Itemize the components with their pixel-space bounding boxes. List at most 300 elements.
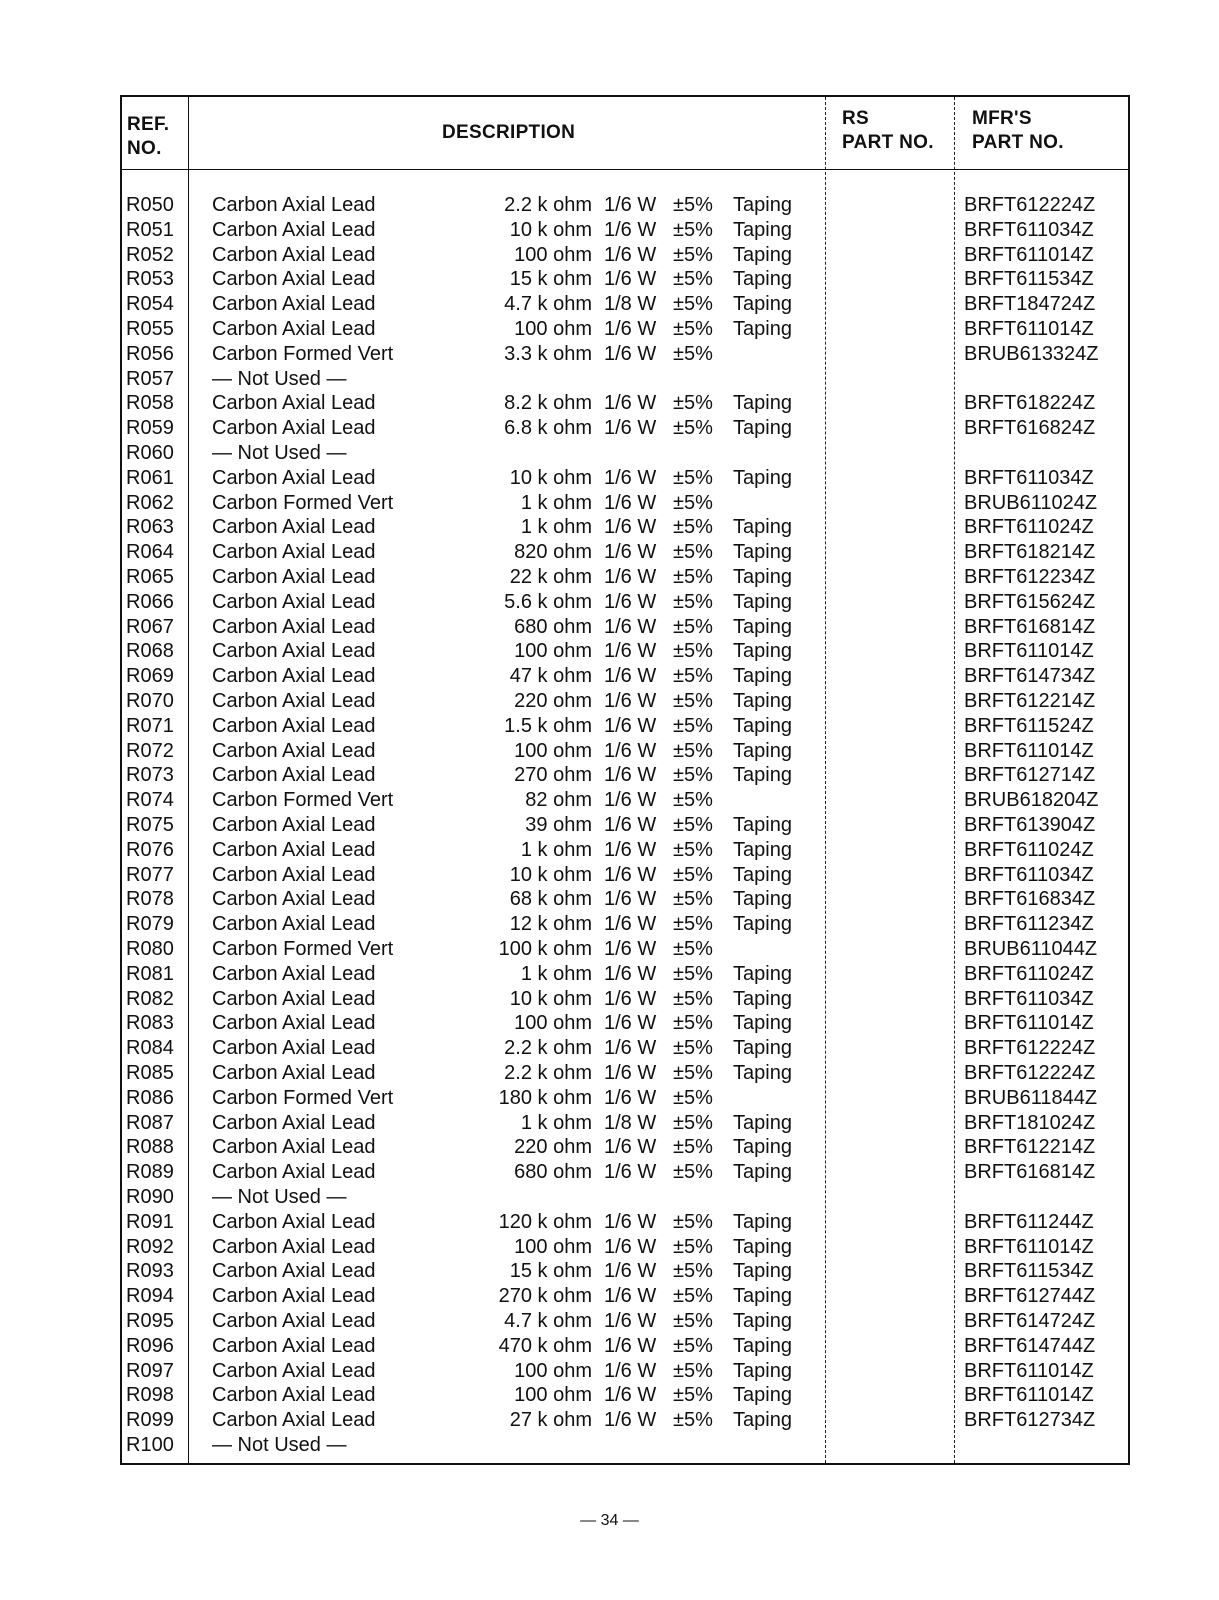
cell-tol: ±5%	[673, 1285, 713, 1308]
cell-watt: 1/6 W	[604, 318, 657, 340]
cell-watt: 1/6 W	[604, 1086, 657, 1109]
cell-desc: Carbon Axial Lead	[212, 1062, 376, 1084]
table-row	[122, 193, 1128, 218]
cell-value: 100 ohm	[514, 739, 592, 762]
table-row	[122, 1334, 1128, 1359]
cell-note: Taping	[733, 466, 792, 489]
cell-tol: ±5%	[673, 243, 713, 266]
cell-tol: ±5%	[673, 640, 713, 663]
cell-note: Taping	[733, 1235, 792, 1258]
table-row	[122, 1011, 1128, 1036]
cell-tol: ±5%	[673, 714, 713, 737]
cell-tol: ±5%	[673, 962, 713, 985]
cell-desc: Carbon Axial Lead	[212, 665, 376, 688]
cell-value: 100 k ohm	[498, 938, 592, 960]
header-mfr-line1: MFR'S	[972, 108, 1032, 129]
cell-tol: ±5%	[673, 491, 713, 514]
cell-value: 820 ohm	[514, 541, 592, 564]
cell-desc: Carbon Formed Vert	[212, 938, 394, 960]
cell-watt: 1/6 W	[604, 814, 657, 836]
cell-watt: 1/6 W	[604, 1210, 657, 1233]
cell-tol: ±5%	[673, 888, 713, 911]
cell-desc: Carbon Formed Vert	[212, 789, 394, 812]
cell-tol: ±5%	[673, 392, 713, 415]
cell-value: 100 ohm	[514, 1012, 592, 1035]
cell-tol: ±5%	[673, 516, 713, 539]
cell-note: Taping	[733, 1062, 792, 1084]
header-description: DESCRIPTION	[442, 122, 576, 143]
table-row	[122, 590, 1128, 615]
header-mfr-line2: PART NO.	[972, 132, 1064, 153]
cell-mfr: BRUB611044Z	[964, 938, 1098, 960]
cell-mfr: BRFT612224Z	[964, 194, 1096, 216]
table-row	[122, 391, 1128, 416]
cell-value: 1 k ohm	[520, 838, 592, 861]
cell-tol: ±5%	[673, 938, 713, 960]
cell-note: Taping	[733, 417, 792, 440]
cell-note: Taping	[733, 1359, 792, 1382]
cell-value: 10 k ohm	[509, 863, 592, 886]
cell-mfr: BRUB611024Z	[964, 491, 1098, 514]
cell-desc: Carbon Axial Lead	[212, 1285, 376, 1308]
cell-tol: ±5%	[673, 739, 713, 762]
cell-desc: Carbon Axial Lead	[212, 218, 376, 241]
cell-note: Taping	[733, 838, 792, 861]
cell-value: 1 k ohm	[520, 491, 592, 514]
cell-tol: ±5%	[673, 342, 713, 365]
cell-watt: 1/6 W	[604, 1310, 657, 1332]
header-rs-part-no	[842, 107, 934, 155]
cell-ref: R061	[126, 466, 174, 489]
cell-tol: ±5%	[673, 1161, 713, 1184]
cell-tol: ±5%	[673, 789, 713, 812]
cell-ref: R093	[126, 1260, 174, 1283]
cell-value: 470 k ohm	[498, 1334, 592, 1357]
cell-ref: R072	[126, 739, 174, 762]
cell-watt: 1/6 W	[604, 1359, 657, 1382]
cell-watt: 1/6 W	[604, 1012, 657, 1035]
cell-value: 5.6 k ohm	[504, 590, 592, 613]
cell-mfr: BRUB613324Z	[964, 342, 1099, 365]
cell-tol: ±5%	[673, 987, 713, 1010]
cell-desc: Carbon Axial Lead	[212, 392, 376, 415]
cell-mfr: BRUB618204Z	[964, 789, 1099, 812]
cell-value: 22 k ohm	[509, 566, 592, 588]
cell-ref: R092	[126, 1235, 174, 1258]
table-row	[122, 1160, 1128, 1185]
cell-note: Taping	[733, 640, 792, 663]
cell-watt: 1/6 W	[604, 615, 657, 638]
table-row	[122, 1408, 1128, 1433]
cell-desc: Carbon Axial Lead	[212, 1409, 376, 1432]
cell-value: 3.3 k ohm	[504, 342, 592, 365]
cell-ref: R095	[126, 1310, 174, 1332]
cell-desc: Carbon Axial Lead	[212, 318, 376, 340]
cell-ref: R094	[126, 1285, 174, 1308]
cell-mfr: BRFT613904Z	[964, 814, 1096, 836]
cell-mfr: BRFT611034Z	[964, 466, 1094, 489]
table-row	[122, 466, 1128, 491]
cell-note: Taping	[733, 1012, 792, 1035]
cell-desc: Carbon Axial Lead	[212, 1210, 376, 1233]
header-ref-no	[127, 113, 169, 161]
cell-ref: R085	[126, 1062, 174, 1084]
cell-note: Taping	[733, 566, 792, 588]
cell-watt: 1/6 W	[604, 566, 657, 588]
cell-tol: ±5%	[673, 268, 713, 291]
cell-ref: R054	[126, 293, 174, 316]
table-row	[122, 1036, 1128, 1061]
cell-note: Taping	[733, 1136, 792, 1159]
cell-ref: R074	[126, 789, 174, 812]
cell-mfr: BRFT611014Z	[964, 318, 1094, 340]
cell-value: 100 ohm	[514, 1235, 592, 1258]
cell-desc: Carbon Axial Lead	[212, 1235, 376, 1258]
cell-watt: 1/6 W	[604, 1062, 657, 1084]
cell-ref: R079	[126, 913, 174, 936]
cell-note: Taping	[733, 293, 792, 316]
cell-value: 47 k ohm	[509, 665, 592, 688]
cell-watt: 1/6 W	[604, 739, 657, 762]
table-row	[122, 342, 1128, 367]
cell-value: 1 k ohm	[520, 1111, 592, 1134]
cell-note: Taping	[733, 194, 792, 216]
cell-mfr: BRFT611034Z	[964, 218, 1094, 241]
cell-mfr: BRFT184724Z	[964, 293, 1096, 316]
cell-desc: Carbon Axial Lead	[212, 615, 376, 638]
cell-mfr: BRFT611534Z	[964, 1260, 1094, 1283]
cell-mfr: BRFT614744Z	[964, 1334, 1096, 1357]
cell-note: Taping	[733, 1384, 792, 1407]
cell-desc: Carbon Axial Lead	[212, 1136, 376, 1159]
cell-tol: ±5%	[673, 814, 713, 836]
cell-value: 6.8 k ohm	[504, 417, 592, 440]
cell-desc: — Not Used —	[212, 1434, 347, 1456]
cell-ref: R091	[126, 1210, 174, 1233]
cell-value: 15 k ohm	[509, 268, 592, 291]
cell-ref: R088	[126, 1136, 174, 1159]
cell-ref: R053	[126, 268, 174, 291]
cell-desc: Carbon Axial Lead	[212, 1037, 376, 1060]
cell-value: 180 k ohm	[498, 1086, 592, 1109]
cell-watt: 1/6 W	[604, 590, 657, 613]
cell-desc: Carbon Axial Lead	[212, 268, 376, 291]
cell-mfr: BRFT618224Z	[964, 392, 1096, 415]
cell-value: 120 k ohm	[498, 1210, 592, 1233]
cell-ref: R067	[126, 615, 174, 638]
cell-ref: R096	[126, 1334, 174, 1357]
cell-watt: 1/6 W	[604, 1384, 657, 1407]
cell-value: 100 ohm	[514, 243, 592, 266]
cell-ref: R051	[126, 218, 174, 241]
table-row	[122, 267, 1128, 292]
table-row	[122, 1086, 1128, 1111]
cell-tol: ±5%	[673, 615, 713, 638]
cell-note: Taping	[733, 690, 792, 712]
cell-ref: R087	[126, 1111, 174, 1134]
table-row	[122, 912, 1128, 937]
cell-mfr: BRFT612744Z	[964, 1285, 1096, 1308]
table-row	[122, 243, 1128, 268]
cell-desc: Carbon Axial Lead	[212, 1384, 376, 1407]
cell-ref: R069	[126, 665, 174, 688]
cell-desc: Carbon Formed Vert	[212, 342, 394, 365]
cell-note: Taping	[733, 392, 792, 415]
cell-ref: R058	[126, 392, 174, 415]
cell-value: 10 k ohm	[509, 987, 592, 1010]
cell-desc: Carbon Axial Lead	[212, 640, 376, 663]
table-row	[122, 1210, 1128, 1235]
cell-desc: Carbon Axial Lead	[212, 690, 376, 712]
table-row	[122, 689, 1128, 714]
cell-tol: ±5%	[673, 1310, 713, 1332]
cell-tol: ±5%	[673, 541, 713, 564]
cell-value: 82 ohm	[525, 789, 592, 812]
cell-watt: 1/6 W	[604, 268, 657, 291]
table-row	[122, 1284, 1128, 1309]
cell-value: 1 k ohm	[520, 516, 592, 539]
cell-desc: Carbon Axial Lead	[212, 417, 376, 440]
cell-ref: R084	[126, 1037, 174, 1060]
cell-ref: R081	[126, 962, 174, 985]
cell-tol: ±5%	[673, 1086, 713, 1109]
parts-table	[120, 95, 1130, 1465]
cell-ref: R098	[126, 1384, 174, 1407]
cell-note: Taping	[733, 318, 792, 340]
cell-ref: R100	[126, 1434, 174, 1456]
table-row	[122, 1135, 1128, 1160]
cell-desc: Carbon Axial Lead	[212, 1310, 376, 1332]
table-row	[122, 292, 1128, 317]
cell-ref: R064	[126, 541, 174, 564]
cell-note: Taping	[733, 1285, 792, 1308]
table-row	[122, 863, 1128, 888]
cell-note: Taping	[733, 268, 792, 291]
cell-desc: Carbon Axial Lead	[212, 1012, 376, 1035]
cell-ref: R055	[126, 318, 174, 340]
cell-watt: 1/6 W	[604, 1235, 657, 1258]
cell-watt: 1/6 W	[604, 466, 657, 489]
table-row	[122, 317, 1128, 342]
cell-mfr: BRFT611014Z	[964, 1384, 1094, 1407]
cell-mfr: BRFT611024Z	[964, 516, 1094, 539]
table-row	[122, 788, 1128, 813]
cell-value: 8.2 k ohm	[504, 392, 592, 415]
header-divider	[122, 169, 1128, 170]
cell-mfr: BRFT612214Z	[964, 690, 1096, 712]
cell-tol: ±5%	[673, 665, 713, 688]
cell-desc: Carbon Axial Lead	[212, 888, 376, 911]
cell-ref: R071	[126, 714, 174, 737]
cell-watt: 1/8 W	[604, 293, 657, 316]
cell-mfr: BRFT611014Z	[964, 1012, 1094, 1035]
cell-mfr: BRFT614734Z	[964, 665, 1096, 688]
cell-desc: Carbon Axial Lead	[212, 1111, 376, 1134]
cell-mfr: BRFT611024Z	[964, 838, 1094, 861]
cell-desc: Carbon Axial Lead	[212, 590, 376, 613]
cell-desc: — Not Used —	[212, 367, 347, 390]
cell-ref: R086	[126, 1086, 174, 1109]
cell-ref: R070	[126, 690, 174, 712]
cell-value: 12 k ohm	[509, 913, 592, 936]
cell-mfr: BRFT612214Z	[964, 1136, 1096, 1159]
cell-mfr: BRFT612224Z	[964, 1062, 1096, 1084]
table-row	[122, 739, 1128, 764]
cell-value: 100 ohm	[514, 318, 592, 340]
cell-desc: Carbon Axial Lead	[212, 962, 376, 985]
cell-mfr: BRUB611844Z	[964, 1086, 1098, 1109]
cell-value: 2.2 k ohm	[504, 1062, 592, 1084]
cell-watt: 1/6 W	[604, 243, 657, 266]
cell-watt: 1/6 W	[604, 491, 657, 514]
cell-note: Taping	[733, 814, 792, 836]
cell-mfr: BRFT612734Z	[964, 1409, 1096, 1432]
cell-value: 1.5 k ohm	[504, 714, 592, 737]
table-row	[122, 763, 1128, 788]
cell-watt: 1/6 W	[604, 962, 657, 985]
cell-desc: Carbon Axial Lead	[212, 764, 376, 787]
cell-watt: 1/6 W	[604, 690, 657, 712]
cell-value: 4.7 k ohm	[504, 1310, 592, 1332]
table-row	[122, 1259, 1128, 1284]
cell-ref: R062	[126, 491, 174, 514]
cell-tol: ±5%	[673, 466, 713, 489]
cell-ref: R078	[126, 888, 174, 911]
cell-mfr: BRFT612224Z	[964, 1037, 1096, 1060]
cell-watt: 1/6 W	[604, 764, 657, 787]
cell-ref: R050	[126, 194, 174, 216]
table-row	[122, 515, 1128, 540]
cell-mfr: BRFT611014Z	[964, 1359, 1094, 1382]
cell-tol: ±5%	[673, 863, 713, 886]
cell-tol: ±5%	[673, 566, 713, 588]
cell-watt: 1/6 W	[604, 342, 657, 365]
cell-note: Taping	[733, 1161, 792, 1184]
table-row	[122, 1185, 1128, 1210]
cell-desc: Carbon Formed Vert	[212, 491, 394, 514]
cell-value: 100 ohm	[514, 1384, 592, 1407]
cell-desc: Carbon Axial Lead	[212, 516, 376, 539]
cell-desc: Carbon Axial Lead	[212, 1334, 376, 1357]
cell-tol: ±5%	[673, 293, 713, 316]
header-mfr-part-no	[972, 107, 1064, 155]
cell-desc: Carbon Axial Lead	[212, 293, 376, 316]
cell-value: 2.2 k ohm	[504, 194, 592, 216]
cell-note: Taping	[733, 764, 792, 787]
cell-desc: Carbon Axial Lead	[212, 863, 376, 886]
cell-tol: ±5%	[673, 764, 713, 787]
cell-watt: 1/6 W	[604, 838, 657, 861]
cell-note: Taping	[733, 665, 792, 688]
cell-ref: R065	[126, 566, 174, 588]
cell-watt: 1/6 W	[604, 218, 657, 241]
cell-watt: 1/6 W	[604, 1136, 657, 1159]
cell-note: Taping	[733, 1310, 792, 1332]
cell-watt: 1/6 W	[604, 714, 657, 737]
cell-ref: R052	[126, 243, 174, 266]
cell-desc: Carbon Axial Lead	[212, 1260, 376, 1283]
cell-note: Taping	[733, 863, 792, 886]
table-row	[122, 1383, 1128, 1408]
cell-desc: Carbon Axial Lead	[212, 1161, 376, 1184]
table-row	[122, 416, 1128, 441]
cell-watt: 1/6 W	[604, 541, 657, 564]
table-row	[122, 1111, 1128, 1136]
cell-watt: 1/6 W	[604, 1037, 657, 1060]
cell-ref: R082	[126, 987, 174, 1010]
cell-tol: ±5%	[673, 1012, 713, 1035]
cell-tol: ±5%	[673, 690, 713, 712]
cell-value: 68 k ohm	[509, 888, 592, 911]
cell-watt: 1/8 W	[604, 1111, 657, 1134]
cell-tol: ±5%	[673, 838, 713, 861]
table-row	[122, 987, 1128, 1012]
cell-mfr: BRFT616814Z	[964, 1161, 1096, 1184]
cell-ref: R090	[126, 1186, 174, 1208]
cell-watt: 1/6 W	[604, 1161, 657, 1184]
table-row	[122, 714, 1128, 739]
cell-tol: ±5%	[673, 1260, 713, 1283]
table-row	[122, 838, 1128, 863]
cell-watt: 1/6 W	[604, 1334, 657, 1357]
table-row	[122, 218, 1128, 243]
cell-desc: Carbon Axial Lead	[212, 913, 376, 936]
cell-watt: 1/6 W	[604, 665, 657, 688]
cell-tol: ±5%	[673, 1235, 713, 1258]
cell-desc: Carbon Axial Lead	[212, 566, 376, 588]
cell-value: 100 ohm	[514, 1359, 592, 1382]
cell-value: 680 ohm	[514, 1161, 592, 1184]
table-row	[122, 1433, 1128, 1458]
cell-mfr: BRFT615624Z	[964, 590, 1096, 613]
cell-mfr: BRFT611244Z	[964, 1210, 1094, 1233]
cell-tol: ±5%	[673, 1037, 713, 1060]
cell-value: 220 ohm	[514, 690, 592, 712]
table-row	[122, 565, 1128, 590]
cell-desc: Carbon Axial Lead	[212, 714, 376, 737]
cell-ref: R077	[126, 863, 174, 886]
cell-note: Taping	[733, 888, 792, 911]
table-row	[122, 639, 1128, 664]
cell-note: Taping	[733, 1111, 792, 1134]
table-row	[122, 664, 1128, 689]
cell-mfr: BRFT611014Z	[964, 243, 1094, 266]
cell-note: Taping	[733, 1037, 792, 1060]
cell-note: Taping	[733, 541, 792, 564]
cell-desc: Carbon Axial Lead	[212, 243, 376, 266]
cell-value: 2.2 k ohm	[504, 1037, 592, 1060]
table-row	[122, 441, 1128, 466]
page-number: — 34 —	[580, 1512, 639, 1529]
cell-value: 10 k ohm	[509, 218, 592, 241]
cell-ref: R068	[126, 640, 174, 663]
cell-watt: 1/6 W	[604, 987, 657, 1010]
cell-tol: ±5%	[673, 1384, 713, 1407]
cell-mfr: BRFT616834Z	[964, 888, 1096, 911]
cell-tol: ±5%	[673, 218, 713, 241]
cell-ref: R099	[126, 1409, 174, 1432]
table-row	[122, 887, 1128, 912]
cell-note: Taping	[733, 913, 792, 936]
cell-ref: R057	[126, 367, 174, 390]
table-row	[122, 937, 1128, 962]
table-row	[122, 615, 1128, 640]
cell-note: Taping	[733, 739, 792, 762]
cell-mfr: BRFT611014Z	[964, 640, 1094, 663]
cell-desc: Carbon Axial Lead	[212, 739, 376, 762]
table-row	[122, 1235, 1128, 1260]
cell-watt: 1/6 W	[604, 417, 657, 440]
